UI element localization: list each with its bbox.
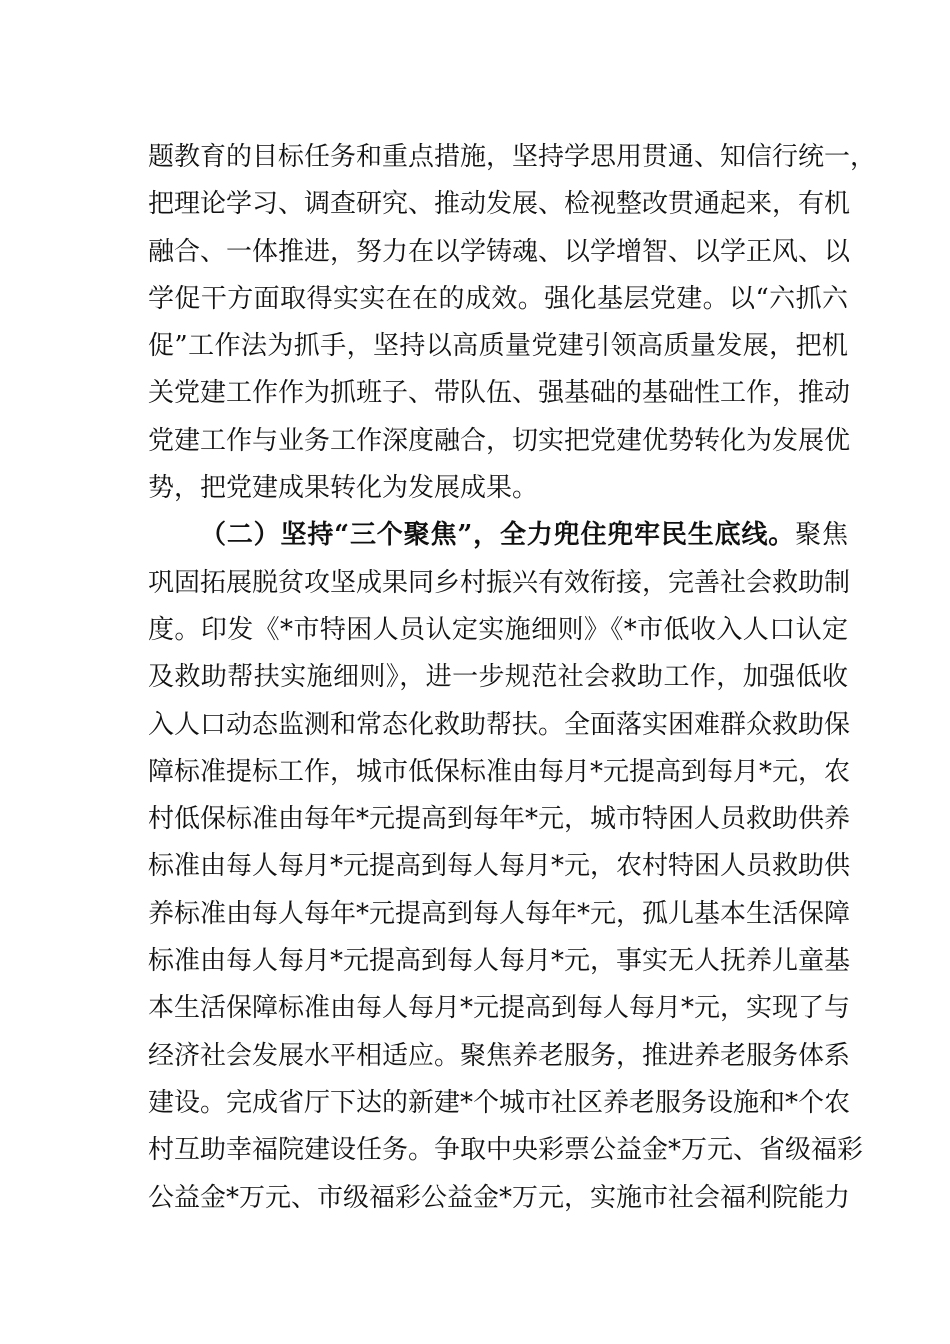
text-line: 经济社会发展水平相适应。聚焦养老服务，推进养老服务体系 xyxy=(148,1040,851,1071)
section-heading: （二）坚持“三个聚焦”，全力兜住兜牢民生底线。 xyxy=(200,520,796,551)
text-line: 本生活保障标准由每人每月*元提高到每人每月*元，实现了与 xyxy=(148,993,851,1024)
text-line: 融合、一体推进，努力在以学铸魂、以学增智、以学正风、以 xyxy=(148,236,851,267)
text-line: 及救助帮扶实施细则》，进一步规范社会救助工作，加强低收 xyxy=(148,662,848,693)
text-line: 入人口动态监测和常态化救助帮扶。全面落实困难群众救助保 xyxy=(148,709,851,740)
text-line: 标准由每人每月*元提高到每人每月*元，事实无人抚养儿童基 xyxy=(148,946,851,977)
text-line: 党建工作与业务工作深度融合，切实把党建优势转化为发展优 xyxy=(148,425,851,456)
text-line: 促”工作法为抓手，坚持以高质量党建引领高质量发展，把机 xyxy=(148,331,848,362)
text-line: 把理论学习、调查研究、推动发展、检视整改贯通起来，有机 xyxy=(148,189,851,220)
text-line: 度。印发《*市特困人员认定实施细则》《*市低收入人口认定 xyxy=(148,614,848,645)
text-line: 标准由每人每月*元提高到每人每月*元，农村特困人员救助供 xyxy=(148,851,851,882)
text-line: 村互助幸福院建设任务。争取中央彩票公益金*万元、省级福彩 xyxy=(148,1135,864,1166)
text-line: 建设。完成省厅下达的新建*个城市社区养老服务设施和*个农 xyxy=(148,1087,851,1118)
text-line: 势，把党建成果转化为发展成果。 xyxy=(148,473,539,504)
text-line: 养标准由每人每年*元提高到每人每年*元，孤儿基本生活保障 xyxy=(148,898,851,929)
text-line: 学促干方面取得实实在在的成效。强化基层党建。以“六抓六 xyxy=(148,283,848,314)
text-line: 公益金*万元、市级福彩公益金*万元，实施市社会福利院能力 xyxy=(148,1182,851,1213)
text-line: 题教育的目标任务和重点措施，坚持学思用贯通、知信行统一， xyxy=(148,142,877,172)
text-line: 关党建工作作为抓班子、带队伍、强基础的基础性工作，推动 xyxy=(148,378,851,409)
text-line: 巩固拓展脱贫攻坚成果同乡村振兴有效衔接，完善社会救助制 xyxy=(148,567,851,598)
text-line: 村低保标准由每年*元提高到每年*元，城市特困人员救助供养 xyxy=(148,804,851,835)
document-body xyxy=(148,134,877,1222)
section-heading-line xyxy=(148,512,848,559)
paragraph-party-building xyxy=(148,134,877,512)
text-line: 障标准提标工作，城市低保标准由每月*元提高到每月*元，农 xyxy=(148,756,851,787)
text-fragment: 聚焦 xyxy=(795,520,848,551)
paragraph-livelihood xyxy=(148,512,864,1221)
